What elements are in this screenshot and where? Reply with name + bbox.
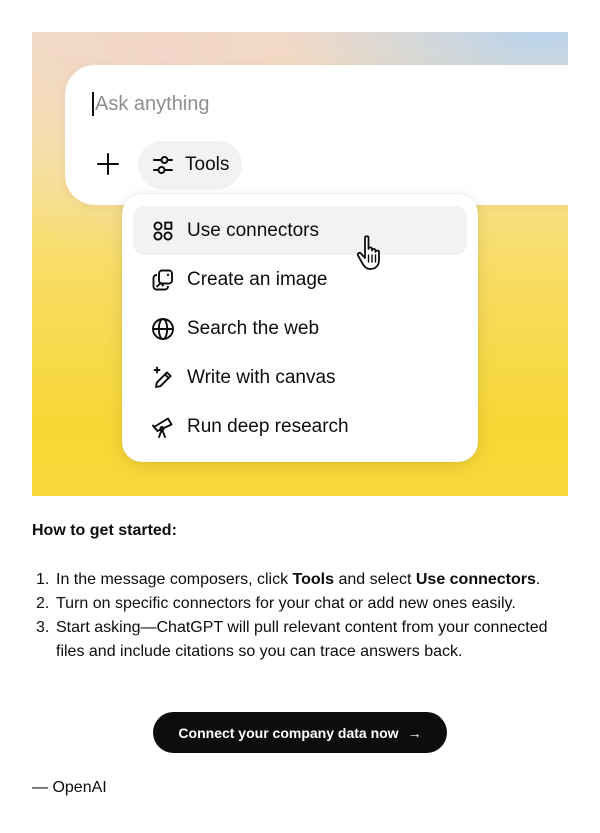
step-emphasis-use-connectors: Use connectors (415, 571, 536, 588)
tools-button[interactable] (138, 141, 242, 189)
connectors-icon (150, 218, 176, 244)
how-to-heading: How to get started: (32, 522, 177, 539)
connect-data-button[interactable] (153, 712, 447, 753)
step-text: Start asking—ChatGPT will pull relevant content from your connected files and include citations so you can trace answers back. (56, 619, 548, 660)
image-icon (150, 267, 176, 293)
menu-item-label: Run deep research (187, 415, 349, 437)
menu-item-create-image[interactable] (133, 255, 467, 304)
pencil-sparkle-icon (150, 365, 176, 391)
signoff: — OpenAI (32, 779, 107, 796)
composer-input[interactable] (92, 89, 210, 119)
menu-item-label: Use connectors (187, 219, 320, 241)
sliders-icon (151, 153, 175, 177)
menu-item-use-connectors[interactable] (133, 206, 467, 255)
step-number: 1. (36, 571, 50, 588)
menu-item-label: Write with canvas (187, 366, 336, 388)
hand-pointer-icon (355, 234, 389, 272)
hero-illustration (32, 32, 568, 496)
step-item (32, 568, 572, 592)
steps-list (32, 568, 572, 664)
menu-item-search-web[interactable] (133, 304, 467, 353)
message-composer (65, 65, 568, 205)
cta-label: Connect your company data now (178, 724, 399, 741)
composer-placeholder: Ask anything (95, 92, 210, 115)
add-button[interactable] (93, 149, 123, 179)
plus-icon (96, 152, 120, 176)
step-item (32, 616, 572, 664)
step-text: In the message composers, click (56, 571, 293, 588)
tools-menu (122, 194, 478, 462)
step-text: . (535, 571, 541, 588)
globe-icon (150, 316, 176, 342)
step-emphasis-tools: Tools (292, 571, 335, 588)
step-text: Turn on specific connectors for your chat or add new ones easily. (56, 595, 516, 612)
telescope-icon (150, 414, 176, 440)
menu-item-label: Search the web (187, 317, 320, 339)
step-number: 2. (36, 595, 50, 612)
step-number: 3. (36, 619, 50, 636)
menu-item-write-canvas[interactable] (133, 353, 467, 402)
step-text: and select (334, 571, 416, 588)
arrow-right-icon: → (407, 724, 422, 741)
menu-item-deep-research[interactable] (133, 402, 467, 451)
menu-item-label: Create an image (187, 268, 328, 290)
text-caret (92, 92, 94, 116)
tools-label: Tools (185, 154, 230, 175)
step-item (32, 592, 572, 616)
